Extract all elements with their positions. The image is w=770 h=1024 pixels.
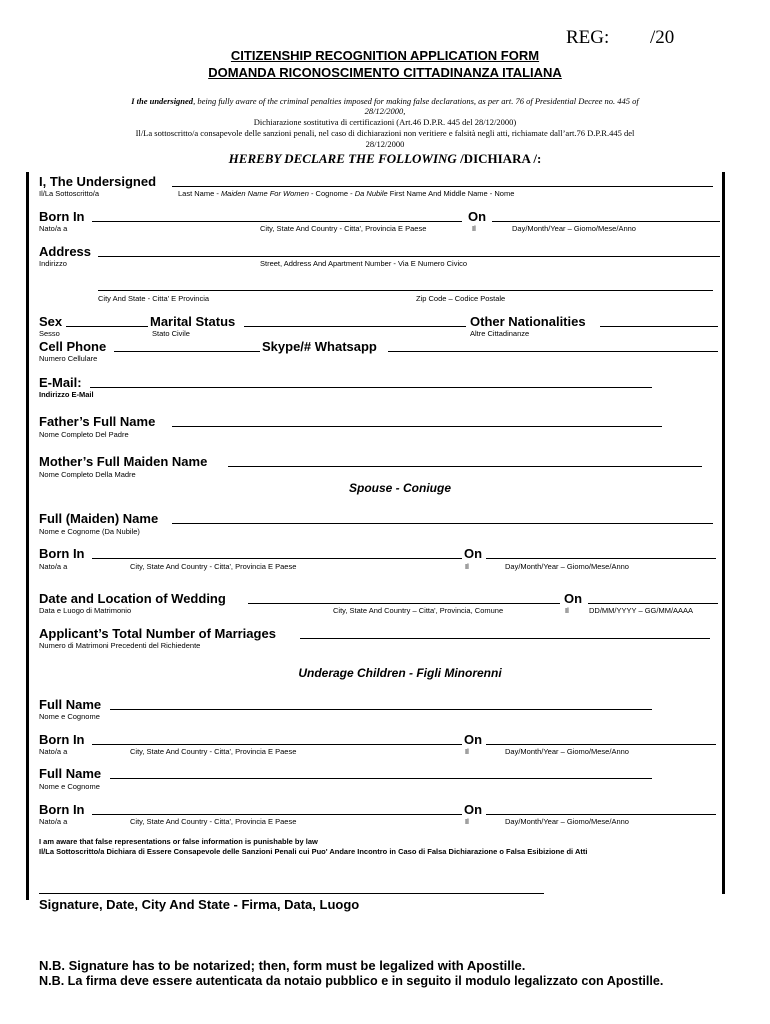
father-sub: Nome Completo Del Padre	[39, 430, 129, 439]
marriages-field[interactable]	[300, 638, 710, 639]
intro-lead: I the undersigned	[131, 96, 194, 106]
reg-label: REG:	[566, 27, 610, 48]
child-2-on-field[interactable]	[486, 814, 716, 815]
sex-field[interactable]	[66, 326, 148, 327]
born-place-hint: City, State And Country - Citta', Provincia E Paese	[260, 224, 427, 233]
wedding-il: Il	[565, 606, 569, 615]
born-in-label: Born In	[39, 209, 85, 224]
child-2-on-label: On	[464, 802, 483, 817]
other-nationalities-label: Other Nationalities	[470, 314, 586, 329]
spouse-born-label: Born In	[39, 546, 85, 561]
child-2-born-label: Born In	[39, 802, 85, 817]
wedding-label: Date and Location of Wedding	[39, 591, 226, 606]
father-field[interactable]	[172, 426, 662, 427]
declare-heading	[0, 151, 770, 167]
intro-line-1	[30, 96, 740, 106]
spouse-date-hint: Day/Month/Year – Giomo/Mese/Anno	[505, 562, 629, 571]
born-on-field[interactable]	[492, 221, 720, 222]
child-1-born-il: Il	[465, 747, 469, 756]
city-hint: City And State - Citta' E Provincia	[98, 294, 210, 303]
other-nationalities-field[interactable]	[600, 326, 718, 327]
born-date-hint: Day/Month/Year – Giomo/Mese/Anno	[512, 224, 636, 233]
mother-field[interactable]	[228, 466, 702, 467]
other-nationalities-sub: Altre Cittadinanze	[470, 329, 530, 338]
child-2-name-field[interactable]	[110, 778, 652, 779]
child-1-born-label: Born In	[39, 732, 85, 747]
address-sub: Indirizzo	[39, 259, 67, 268]
child-1-on-label: On	[464, 732, 483, 747]
city-zip-field[interactable]	[98, 290, 713, 291]
nb-it: N.B. La firma deve essere autenticata da notaio pubblico e in seguito il modulo legalizzato con Apostille.	[39, 974, 664, 988]
spouse-on-label: On	[464, 546, 483, 561]
form-title-en: CITIZENSHIP RECOGNITION APPLICATION FORM	[230, 48, 540, 63]
child-1-date-hint: Day/Month/Year – Giomo/Mese/Anno	[505, 747, 629, 756]
spouse-on-field[interactable]	[486, 558, 716, 559]
sex-sub: Sesso	[39, 329, 60, 338]
cell-label: Cell Phone	[39, 339, 107, 354]
child-2-born-field[interactable]	[92, 814, 462, 815]
child-1-name-label: Full Name	[39, 697, 102, 712]
signature-field[interactable]	[39, 893, 544, 894]
intro-line-2: 28/12/2000,	[364, 106, 406, 116]
wedding-date-hint: DD/MM/YYYY – GG/MM/AAAA	[589, 606, 694, 615]
spouse-born-place-hint: City, State And Country - Citta', Provincia E Paese	[130, 562, 297, 571]
right-border-bar	[722, 172, 725, 894]
child-1-on-field[interactable]	[486, 744, 716, 745]
child-2-born-place-hint: City, State And Country - Citta', Provincia E Paese	[130, 817, 297, 826]
email-field[interactable]	[90, 387, 652, 388]
marital-sub: Stato Civile	[152, 329, 190, 338]
spouse-name-field[interactable]	[172, 523, 713, 524]
email-sub: Indirizzo E-Mail	[39, 390, 94, 399]
address-hint: Street, Address And Apartment Number - Via E Numero Civico	[260, 259, 468, 268]
aware-en: I am aware that false representations or false information is punishable by law	[39, 837, 318, 846]
mother-label: Mother’s Full Maiden Name	[39, 454, 208, 469]
born-in-sub: Nato/a a	[39, 224, 68, 233]
zip-hint: Zip Code – Codice Postale	[416, 294, 506, 303]
born-in-field[interactable]	[92, 221, 462, 222]
child-2-date-hint: Day/Month/Year – Giomo/Mese/Anno	[505, 817, 629, 826]
declare-it: /DICHIARA /:	[456, 151, 542, 166]
declare-en: HEREBY DECLARE THE FOLLOWING	[228, 151, 457, 166]
spouse-heading: Spouse - Coniuge	[349, 481, 451, 495]
born-on-label: On	[468, 209, 487, 224]
undersigned-field[interactable]	[172, 186, 713, 187]
skype-label: Skype/# Whatsapp	[262, 339, 377, 354]
intro-line-4: Il/La sottoscritto/a consapevole delle sanzioni penali, nel caso di dichiarazioni non veritiere e falsità negli atti, richiamate dall’art.76 D.P.R.445 del	[135, 128, 635, 138]
child-2-born-il: Il	[465, 817, 469, 826]
child-1-born-field[interactable]	[92, 744, 462, 745]
reg-year: /20	[650, 27, 675, 48]
spouse-name-label: Full (Maiden) Name	[39, 511, 159, 526]
spouse-born-sub: Nato/a a	[39, 562, 68, 571]
intro-rest: , being fully aware of the criminal penalties imposed for making false declarations, as per art. 76 of Presidential Decree no. 445 of	[193, 96, 639, 106]
marriages-label: Applicant’s Total Number of Marriages	[39, 626, 276, 641]
address-field[interactable]	[98, 256, 720, 257]
aware-it: Il/La Sottoscritto/a Dichiara di Essere Consapevole delle Sanzioni Penali cui Puo' Andare Incontro in Caso di Falsa Dichiarazione o Falsa Esibizione di Atti	[39, 847, 588, 856]
address-label: Address	[39, 244, 92, 259]
mother-sub: Nome Completo Della Madre	[39, 470, 136, 479]
marital-label: Marital Status	[150, 314, 236, 329]
wedding-date-field[interactable]	[588, 603, 718, 604]
marriages-sub: Numero di Matrimoni Precedenti del Richiedente	[39, 641, 201, 650]
form-title-it: DOMANDA RICONOSCIMENTO CITTADINANZA ITALIANA	[208, 65, 562, 80]
wedding-place-field[interactable]	[248, 603, 560, 604]
email-label: E-Mail:	[39, 375, 82, 390]
cell-sub: Numero Cellulare	[39, 354, 98, 363]
intro-line-5: 28/12/2000	[365, 139, 405, 149]
marital-field[interactable]	[244, 326, 466, 327]
intro-line-3: Dichiarazione sostitutiva di certificazioni (Art.46 D.P.R. 445 del 28/12/2000)	[253, 117, 517, 127]
nb-en: N.B. Signature has to be notarized; then, form must be legalized with Apostille.	[39, 958, 526, 973]
spouse-born-il: Il	[465, 562, 469, 571]
child-2-born-sub: Nato/a a	[39, 817, 68, 826]
child-1-born-sub: Nato/a a	[39, 747, 68, 756]
wedding-on-label: On	[564, 591, 583, 606]
spouse-name-sub: Nome e Cognome (Da Nubile)	[39, 527, 140, 536]
father-label: Father’s Full Name	[39, 414, 156, 429]
cell-field[interactable]	[114, 351, 260, 352]
spouse-born-field[interactable]	[92, 558, 462, 559]
left-border-bar	[26, 172, 29, 900]
undersigned-hint: Last Name - Maiden Name For Women - Cognome - Da Nubile First Name And Middle Name - Nome	[178, 189, 515, 198]
signature-label: Signature, Date, City And State - Firma, Data, Luogo	[39, 897, 360, 912]
child-1-name-field[interactable]	[110, 709, 652, 710]
wedding-sub: Data e Luogo di Matrimonio	[39, 606, 132, 615]
born-il: Il	[472, 224, 476, 233]
child-1-name-sub: Nome e Cognome	[39, 712, 100, 721]
child-2-name-label: Full Name	[39, 766, 102, 781]
wedding-place-hint: City, State And Country – Citta', Provincia, Comune	[333, 606, 504, 615]
child-1-born-place-hint: City, State And Country - Citta', Provincia E Paese	[130, 747, 297, 756]
children-heading: Underage Children - Figli Minorenni	[298, 666, 502, 680]
undersigned-label: I, The Undersigned	[39, 174, 157, 189]
sex-label: Sex	[39, 314, 63, 329]
skype-field[interactable]	[388, 351, 718, 352]
child-2-name-sub: Nome e Cognome	[39, 782, 100, 791]
undersigned-sub: Il/La Sottoscritto/a	[39, 189, 100, 198]
